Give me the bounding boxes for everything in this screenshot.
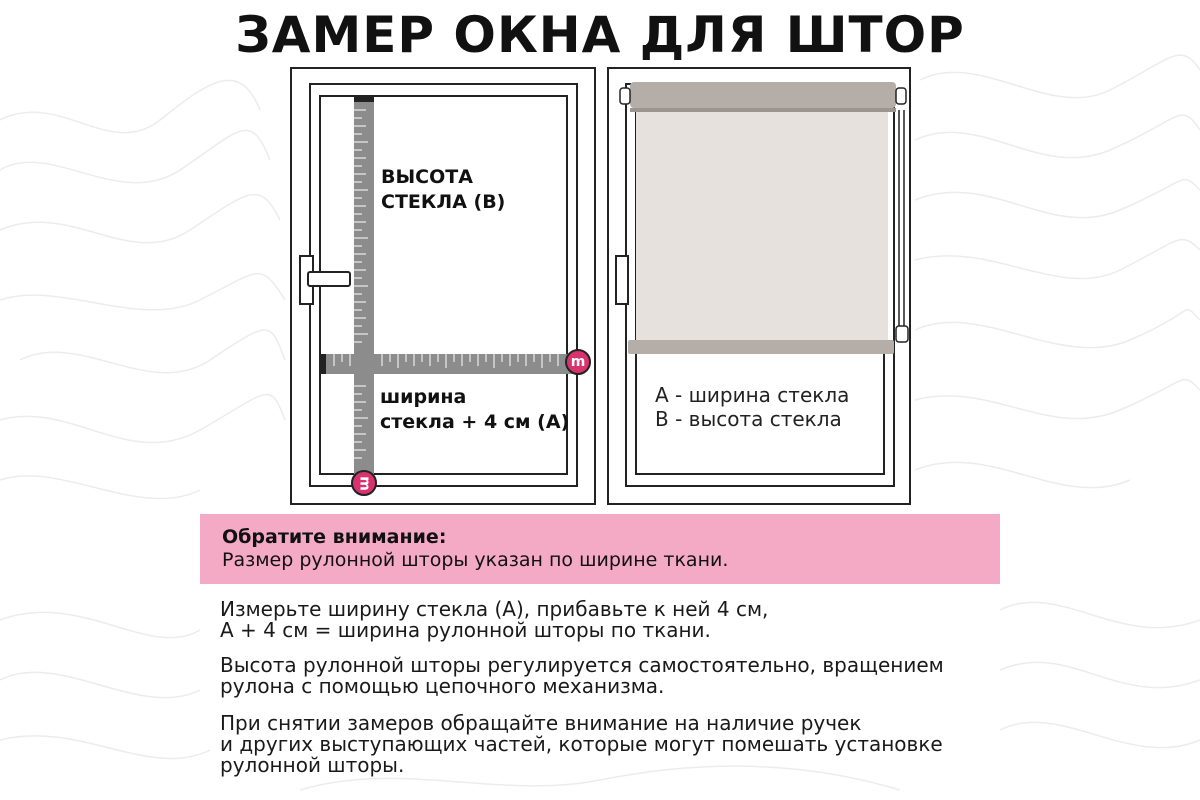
page-title: ЗАМЕР ОКНА ДЛЯ ШТОР bbox=[235, 6, 965, 64]
instruction-paragraph-2 bbox=[220, 655, 1020, 697]
horizontal-measuring-tape bbox=[320, 354, 574, 374]
tape-badge-letter-bottom: m bbox=[356, 476, 373, 491]
height-label-line2: СТЕКЛА (В) bbox=[381, 191, 506, 213]
width-label-line1: ширина bbox=[380, 386, 467, 408]
attention-note bbox=[200, 514, 1000, 584]
paragraph-line: Высота рулонной шторы регулируется самостоятельно, вращением bbox=[220, 653, 944, 677]
tape-badge-letter-right: m bbox=[570, 354, 586, 370]
legend-b: В - высота стекла bbox=[655, 407, 842, 431]
roller-blind bbox=[620, 82, 908, 354]
paragraph-line: рулонной шторы. bbox=[220, 753, 405, 777]
height-label-line1: ВЫСОТА bbox=[381, 166, 473, 188]
paragraph-line: рулона с помощью цепочного механизма. bbox=[220, 674, 665, 698]
instruction-paragraph-1 bbox=[220, 599, 1020, 641]
instruction-paragraph-3 bbox=[220, 713, 1020, 776]
paragraph-line: При снятии замеров обращайте внимание на наличие ручек bbox=[220, 711, 862, 735]
window-handle-icon bbox=[616, 256, 628, 304]
paragraph-line: и других выступающих частей, которые могут помешать установке bbox=[220, 732, 943, 756]
note-heading: Обратите внимание: bbox=[222, 526, 447, 548]
legend-a: А - ширина стекла bbox=[655, 383, 850, 407]
note-text: Размер рулонной шторы указан по ширине ткани. bbox=[222, 549, 729, 571]
paragraph-line: А + 4 см = ширина рулонной шторы по ткани. bbox=[220, 618, 711, 642]
right-window bbox=[608, 68, 910, 504]
width-label-line2: стекла + 4 см (А) bbox=[380, 411, 570, 433]
paragraph-line: Измерьте ширину стекла (А), прибавьте к ней 4 см, bbox=[220, 597, 769, 621]
vertical-measuring-tape bbox=[354, 96, 374, 480]
left-window bbox=[291, 68, 595, 504]
